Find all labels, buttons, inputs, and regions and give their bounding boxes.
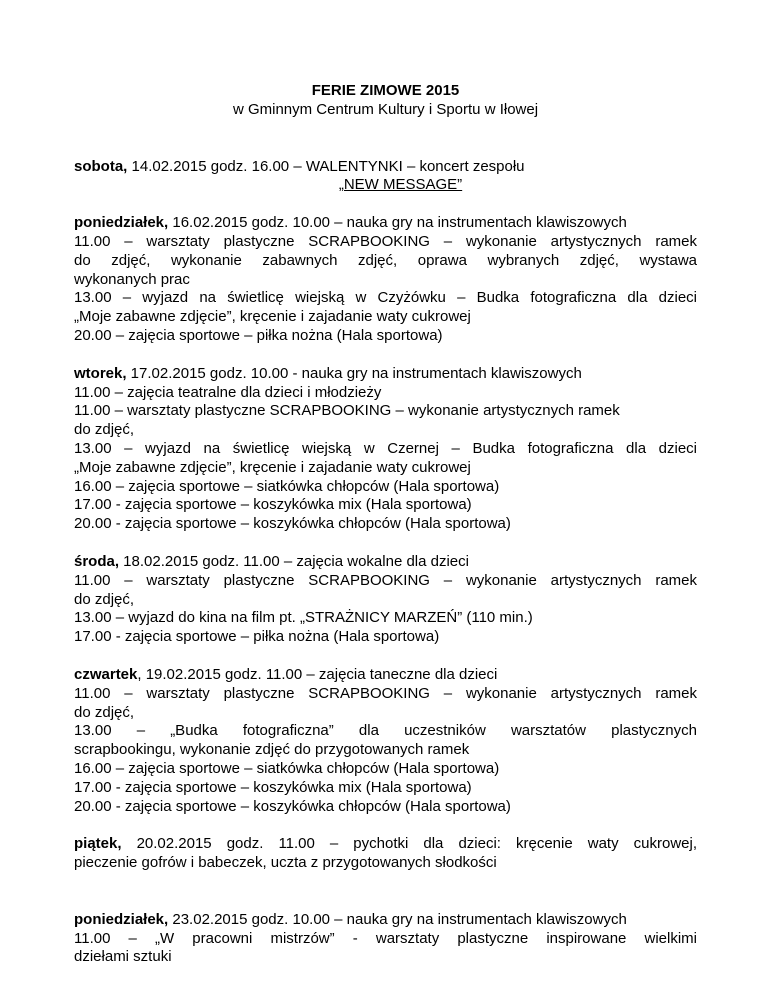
day-name: sobota, <box>74 157 128 175</box>
day-name: poniedziałek, <box>74 214 169 232</box>
schedule-line: „Moje zabawne zdjęcie”, kręcenie i zajadanie waty cukrowej <box>74 458 471 476</box>
day-heading: 20.02.2015 godz. 11.00 – pychotki dla dzieci: kręcenie waty cukrowej, <box>121 835 697 853</box>
schedule-line: do zdjęć, wykonanie zabawnych zdjęć, oprawa wybranych zdjęć, wystawa <box>74 251 697 269</box>
schedule-line: wykonanych prac <box>74 270 190 288</box>
schedule-line: 17.00 - zajęcia sportowe – piłka nożna (Hala sportowa) <box>74 628 440 646</box>
day-thursday <box>74 666 697 816</box>
day-name: środa, <box>74 552 120 570</box>
page-subtitle: w Gminnym Centrum Kultury i Sportu w Iłowej <box>232 100 539 118</box>
schedule-line: do zdjęć, <box>74 590 135 608</box>
schedule-line: 20.00 - zajęcia sportowe – koszykówka chłopców (Hala sportowa) <box>74 515 511 533</box>
schedule-line: „Moje zabawne zdjęcie”, kręcenie i zajadanie waty cukrowej <box>74 308 471 326</box>
day-tuesday <box>74 365 697 534</box>
schedule-line: 17.00 - zajęcia sportowe – koszykówka mix (Hala sportowa) <box>74 778 472 796</box>
day-name: poniedziałek, <box>74 910 169 928</box>
schedule-line: scrapbookingu, wykonanie zdjęć do przygotowanych ramek <box>74 741 470 759</box>
schedule-line: 20.00 - zajęcia sportowe – koszykówka chłopców (Hala sportowa) <box>74 797 511 815</box>
day-heading: 17.02.2015 godz. 10.00 - nauka gry na instrumentach klawiszowych <box>126 364 582 382</box>
day-name: czwartek <box>74 665 138 683</box>
day-saturday <box>74 158 697 196</box>
schedule-line: 11.00 – warsztaty plastyczne SCRAPBOOKING – wykonanie artystycznych ramek <box>74 684 697 702</box>
schedule-line: 13.00 – wyjazd na świetlicę wiejską w Czyżówku – Budka fotograficzna dla dzieci <box>74 289 697 307</box>
day-heading: 16.02.2015 godz. 10.00 – nauka gry na instrumentach klawiszowych <box>168 214 627 232</box>
schedule-line: 13.00 – wyjazd na świetlicę wiejską w Czernej – Budka fotograficzna dla dzieci <box>74 439 697 457</box>
schedule-line: 13.00 – wyjazd do kina na film pt. „STRAŻNICY MARZEŃ” (110 min.) <box>74 609 533 627</box>
band-name: „NEW MESSAGE” <box>338 176 463 194</box>
schedule-line: 16.00 – zajęcia sportowe – siatkówka chłopców (Hala sportowa) <box>74 759 500 777</box>
schedule-line: 17.00 - zajęcia sportowe – koszykówka mix (Hala sportowa) <box>74 496 472 514</box>
schedule-line: 11.00 – „W pracowni mistrzów” - warsztaty plastyczne inspirowane wielkimi <box>74 929 697 947</box>
schedule-line: 11.00 – warsztaty plastyczne SCRAPBOOKING – wykonanie artystycznych ramek <box>74 571 697 589</box>
schedule-line: 11.00 – warsztaty plastyczne SCRAPBOOKING – wykonanie artystycznych ramek <box>74 232 697 250</box>
schedule-line: 16.00 – zajęcia sportowe – siatkówka chłopców (Hala sportowa) <box>74 477 500 495</box>
schedule-line: do zdjęć, <box>74 703 135 721</box>
header <box>74 82 697 120</box>
schedule-line: 20.00 – zajęcia sportowe – piłka nożna (Hala sportowa) <box>74 326 443 344</box>
day-monday-23 <box>74 911 697 967</box>
day-heading: 14.02.2015 godz. 16.00 – WALENTYNKI – koncert zespołu <box>127 157 525 175</box>
schedule-line: 13.00 – „Budka fotograficzna” dla uczestników warsztatów plastycznych <box>74 722 697 740</box>
day-wednesday <box>74 553 697 647</box>
document-page <box>74 82 697 986</box>
day-heading: 23.02.2015 godz. 10.00 – nauka gry na instrumentach klawiszowych <box>168 910 627 928</box>
day-name: piątek, <box>74 835 122 853</box>
day-heading: , 19.02.2015 godz. 11.00 – zajęcia taneczne dla dzieci <box>137 665 498 683</box>
day-name: wtorek, <box>74 364 127 382</box>
schedule-line: dziełami sztuki <box>74 948 172 966</box>
schedule-line: 11.00 – zajęcia teatralne dla dzieci i młodzieży <box>74 383 382 401</box>
day-friday <box>74 835 697 873</box>
day-monday-16 <box>74 214 697 346</box>
day-heading: 18.02.2015 godz. 11.00 – zajęcia wokalne dla dzieci <box>119 552 469 570</box>
schedule-line: 11.00 – warsztaty plastyczne SCRAPBOOKING – wykonanie artystycznych ramek <box>74 402 620 420</box>
page-title: FERIE ZIMOWE 2015 <box>311 82 460 99</box>
schedule-line: do zdjęć, <box>74 421 135 439</box>
schedule-line: pieczenie gofrów i babeczek, uczta z przygotowanych słodkości <box>74 854 497 872</box>
